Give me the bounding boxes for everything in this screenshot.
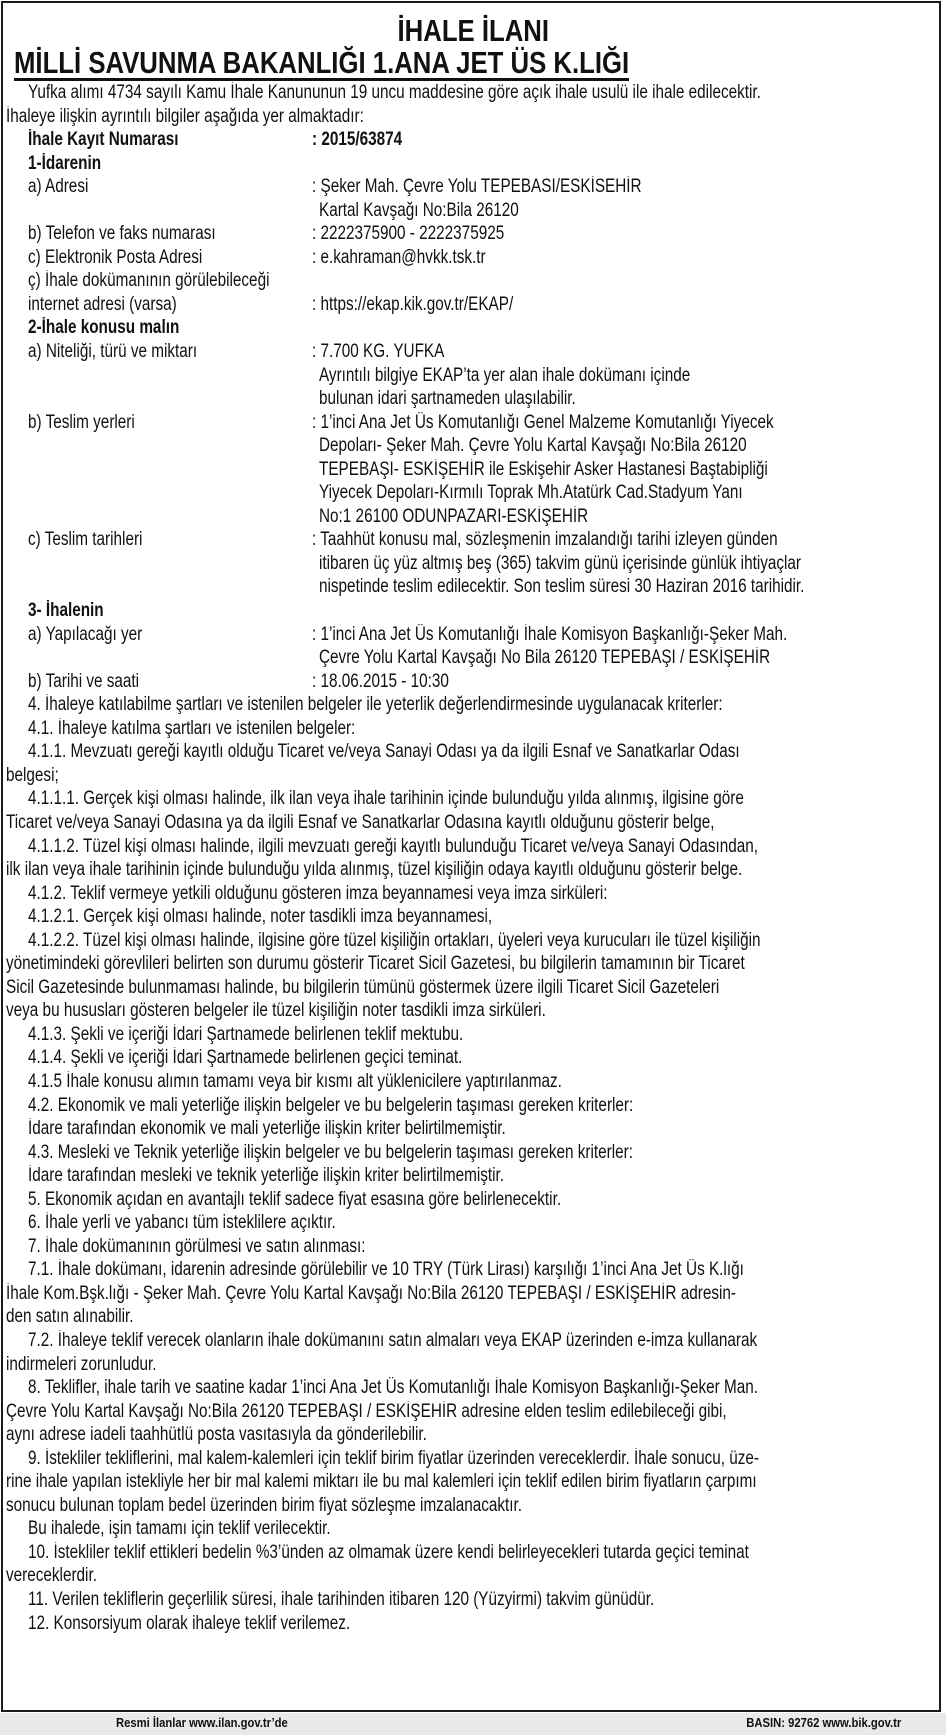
- text-line: : Şeker Mah. Çevre Yolu TEPEBASI/ESKİSEHİR: [312, 176, 642, 198]
- text-line: : 18.06.2015 - 10:30: [312, 670, 449, 692]
- text-line: 11. Verilen tekliflerin geçerlilik süresi, ihale tarihinden itibaren 120 (Yüzyirmi) takvim günüdür.: [28, 1589, 655, 1610]
- field-value: [312, 222, 551, 246]
- text-line: Çevre Yolu Kartal Kavşağı No Bila 26120 TEPEBAŞI / ESKİŞEHİR: [319, 647, 771, 669]
- field-value: [319, 552, 918, 576]
- text-line: bulunan idari şartnameden ulaşılabilir.: [319, 388, 576, 410]
- field-value: [319, 481, 845, 505]
- text-line: veya bu hususları gösteren belgeler ile tüzel kişiliğin noter tasdikli imza sirküleri.: [6, 1000, 546, 1022]
- condition-line: [6, 1517, 936, 1541]
- field-label: [28, 222, 261, 246]
- text-line: 4.1.4. Şekli ve içeriği İdari Şartnamede belirlenen geçici teminat.: [28, 1047, 463, 1069]
- text-line: : 2222375900 - 2222375925: [312, 223, 505, 245]
- konu-tarih-cont: [6, 552, 936, 576]
- field-value: [312, 293, 562, 317]
- condition-line: [6, 1564, 936, 1588]
- text-line: aynı adrese iadeli taahhütlü posta vasıtasıyla da gönderilebilir.: [6, 1424, 427, 1446]
- text-line: a) Adresi: [28, 176, 89, 198]
- field-value: [312, 128, 424, 152]
- condition-line: [6, 1423, 936, 1447]
- field-value: [319, 505, 653, 529]
- konu-yer-cont: [6, 505, 936, 529]
- condition-line: [6, 835, 936, 859]
- text-line: internet adresi (varsa): [28, 293, 177, 315]
- field-label: [28, 293, 213, 317]
- field-value: [319, 387, 638, 411]
- text-line: a) Niteliği, türü ve miktarı: [28, 341, 198, 363]
- text-line: İhaleye ilişkin ayrıntılı bilgiler aşağıda yer almaktadır:: [6, 105, 364, 127]
- condition-line: [6, 1541, 936, 1565]
- text-line: 4.1.2.2. Tüzel kişi olması halinde, ilgisine göre tüzel kişiliğin ortakları, üyeleri veya kurucuları ile tüzel kişiliğin: [28, 929, 761, 951]
- text-line: : 1’inci Ana Jet Üs Komutanlığı İhale Komisyon Başkanlığı-Şeker Mah.: [312, 623, 788, 645]
- text-line: nispetinde teslim edilecektir. Son teslim süresi 30 Haziran 2016 tarihidir.: [319, 576, 805, 598]
- konu-yer-row: [6, 411, 936, 435]
- section-heading-idare: [6, 152, 936, 176]
- condition-line: [6, 1376, 936, 1400]
- section-heading-ihale: [6, 599, 936, 623]
- email-link[interactable]: : e.kahraman@hvkk.tsk.tr: [312, 246, 486, 268]
- text-line: Çevre Yolu Kartal Kavşağı No:Bila 26120 TEPEBAŞI / ESKİŞEHİR adresine elden teslim edilebileceği gibi,: [6, 1400, 727, 1422]
- field-value: [319, 575, 922, 599]
- condition-line: [6, 1070, 936, 1094]
- condition-line: [6, 1164, 936, 1188]
- text-line: Sicil Gazetesinde bulunmaması halinde, bu bilgilerin tümünü göstermek üzere ilgili Ticaret Sicil Gazeteleri: [6, 976, 720, 998]
- notice-title-text: İHALE İLANI: [397, 13, 549, 48]
- condition-line: [6, 1494, 936, 1518]
- text-line: b) Telefon ve faks numarası: [28, 223, 216, 245]
- text-line: : 1’inci Ana Jet Üs Komutanlığı Genel Malzeme Komutanlığı Yiyecek: [312, 411, 774, 433]
- idare-adres-row-cont: [6, 199, 936, 223]
- condition-line: [6, 764, 936, 788]
- condition-line: [6, 811, 936, 835]
- condition-line: [6, 905, 936, 929]
- field-value: [312, 246, 528, 270]
- field-label: [28, 623, 170, 647]
- condition-line: [6, 1305, 936, 1329]
- condition-line: [6, 1141, 936, 1165]
- field-value: [319, 364, 780, 388]
- text-line: 4.1.1.1. Gerçek kişi olması halinde, ilk ilan veya ihale tarihinin içinde bulunduğu yılda alınmış, ilgisine göre: [28, 788, 744, 810]
- field-value: [319, 458, 877, 482]
- condition-line: [6, 1353, 936, 1377]
- field-value: [312, 670, 482, 694]
- text-line: 4.1.3. Şekli ve içeriği İdari Şartnamede belirlenen teklif mektubu.: [28, 1023, 464, 1045]
- konu-yer-cont: [6, 434, 936, 458]
- text-line: rine ihale yapılan istekliyle her bir mal kalemi miktarı ile bu mal kalemleri için teklif edilen birim fiyatların çarpımı: [6, 1471, 757, 1493]
- condition-line: [6, 1046, 936, 1070]
- intro-line: [6, 105, 936, 129]
- condition-line: [6, 693, 936, 717]
- field-label: [28, 152, 119, 176]
- condition-line: [6, 1329, 936, 1353]
- condition-line: [6, 787, 936, 811]
- footer-ilan-link[interactable]: Resmi İlanlar www.ilan.gov.tr’de: [116, 1716, 288, 1730]
- text-line: 6. İhale yerli ve yabancı tüm isteklilere açıktır.: [28, 1212, 336, 1234]
- field-value: [319, 434, 850, 458]
- text-line: sonucu bulunan toplam bedel üzerinden birim fiyat sözleşme imzalanacaktır.: [6, 1494, 523, 1516]
- konu-tarih-row: [6, 528, 936, 552]
- kayit-row: [6, 128, 936, 152]
- text-line: 12. Konsorsiyum olarak ihaleye teklif verilemez.: [28, 1612, 351, 1634]
- text-line: Yufka alımı 4734 sayılı Kamu İhale Kanununun 19 uncu maddesine göre açık ihale usulü ile ihale edilecektir.: [28, 82, 761, 103]
- condition-line: [6, 976, 936, 1000]
- field-value: [319, 199, 567, 223]
- text-line: yönetimindeki görevlileri belirten son durumu gösterir Ticaret Sicil Gazetesi, bu bilgilerin tamamının bir Ticaret: [6, 953, 745, 975]
- footer-basin-info: BASIN: 92762 www.bik.gov.tr: [745, 1716, 901, 1730]
- text-line: vereceklerdir.: [6, 1565, 97, 1587]
- text-line: İhale Kom.Bşk.lığı - Şeker Mah. Çevre Yolu Kartal Kavşağı No:Bila 26120 TEPEBAŞI / ESKİŞEHİR adresin-: [6, 1282, 736, 1304]
- field-value: [312, 340, 476, 364]
- notice-title: [0, 14, 946, 48]
- text-line: İdare tarafından ekonomik ve mali yeterliğe ilişkin kriter belirtilmemiştir.: [28, 1118, 506, 1140]
- text-line: indirmeleri zorunludur.: [6, 1353, 157, 1375]
- field-label: [28, 128, 215, 152]
- text-line: c) Teslim tarihleri: [28, 529, 143, 551]
- conditions-list: [6, 693, 936, 1635]
- field-value: [312, 411, 885, 435]
- text-line: 4.3. Mesleki ve Teknik yeterliğe ilişkin belgeler ve bu belgelerin taşıması gereken kriterler:: [28, 1141, 634, 1163]
- text-line: Ayrıntılı bilgiye EKAP’ta yer alan ihale dokümanı içinde: [319, 364, 691, 386]
- text-line: : 7.700 KG. YUFKA: [312, 341, 445, 363]
- condition-line: [6, 1117, 936, 1141]
- field-value: [312, 175, 721, 199]
- condition-line: [6, 1612, 936, 1636]
- text-line: Ticaret ve/veya Sanayi Odasına ya da ilgili Esnaf ve Sanatkarlar Odasına kayıtlı olduğunu gösterir belge,: [6, 811, 715, 833]
- ihale-yer-cont: [6, 646, 936, 670]
- text-line: TEPEBAŞI- ESKİŞEHİR ile Eskişehir Asker Hastanesi Baştabipliği: [319, 458, 768, 480]
- text-line: 4.1.2. Teklif vermeye yetkili olduğunu gösteren imza beyannamesi veya imza sirküleri:: [28, 882, 608, 904]
- condition-line: [6, 1023, 936, 1047]
- text-line: 4.1.2.1. Gerçek kişi olması halinde, noter tasdikli imza beyannamesi,: [28, 906, 493, 928]
- text-line: belgesi;: [6, 764, 59, 786]
- condition-line: [6, 740, 936, 764]
- text-line: 10. İstekliler teklif ettikleri bedelin %3’ünden az olmamak üzere kendi belirleyecekleri tutarda geçici teminat: [28, 1541, 749, 1563]
- field-label: [28, 246, 244, 270]
- condition-line: [6, 717, 936, 741]
- text-line: 4.1.1.2. Tüzel kişi olması halinde, ilgili mevzuatı gereği kayıtlı bulunduğu Ticaret ve/veya Sanayi Odasından,: [28, 835, 759, 857]
- ihale-tarih-row: [6, 670, 936, 694]
- text-line: 7.1. İhale dokümanı, idarenin adresinde görülebilir ve 10 TRY (Türk Lirası) karşılığı 1’inci Ana Jet Üs K.lığı: [28, 1259, 744, 1281]
- field-label: [28, 528, 170, 552]
- condition-line: [6, 1188, 936, 1212]
- text-line: Bu ihalede, işin tamamı için teklif verilecektir.: [28, 1518, 331, 1540]
- idare-eposta-row: [6, 246, 936, 270]
- field-value: [312, 528, 890, 552]
- footer-bar: [0, 1713, 946, 1735]
- konu-yer-cont: [6, 458, 936, 482]
- text-line: 3- İhalenin: [28, 600, 104, 622]
- idare-internet-label-row: [6, 269, 936, 293]
- text-line: 1-İdarenin: [28, 152, 102, 174]
- field-label: [28, 175, 103, 199]
- text-line: b) Tarihi ve saati: [28, 670, 140, 692]
- text-line: 4.1. İhaleye katılma şartları ve istenilen belgeler:: [28, 717, 356, 739]
- condition-line: [6, 1282, 936, 1306]
- section-heading-konu: [6, 316, 936, 340]
- text-line: 2-İhale konusu malın: [28, 317, 180, 339]
- konu-nitelik-cont: [6, 387, 936, 411]
- field-label: [28, 599, 122, 623]
- text-line: 8. Teklifler, ihale tarih ve saatine kadar 1’inci Ana Jet Üs Komutanlığı İhale Komisyon Başkanlığı-Şeker Man.: [28, 1377, 759, 1399]
- text-line: 9. İstekliler tekliflerini, mal kalem-kalemleri için teklif birim fiyatlar üzerinden vereceklerdir. İhale sonucu, üze-: [28, 1447, 760, 1469]
- text-line: 4.1.1. Mevzuatı gereği kayıtlı olduğu Ticaret ve/veya Sanayi Odası ya da ilgili Esnaf ve Sanatkarlar Odası: [28, 741, 740, 763]
- condition-line: [6, 882, 936, 906]
- idare-telefon-row: [6, 222, 936, 246]
- idare-adres-row: [6, 175, 936, 199]
- text-line: 4. İhaleye katılabilme şartları ve istenilen belgeler ile yeterlik değerlendirmesinde uygulanacak kriterler:: [28, 694, 723, 716]
- konu-nitelik-cont: [6, 364, 936, 388]
- condition-line: [6, 999, 936, 1023]
- notice-institution-text: MİLLİ SAVUNMA BAKANLIĞI 1.ANA JET ÜS K.LIĞI: [14, 45, 630, 80]
- konu-yer-cont: [6, 481, 936, 505]
- field-value: [312, 623, 902, 647]
- condition-line: [6, 1588, 936, 1612]
- text-line: ç) İhale dokümanının görülebileceği: [28, 270, 270, 292]
- condition-line: [6, 1235, 936, 1259]
- condition-line: [6, 1447, 936, 1471]
- text-line: İdare tarafından mesleki ve teknik yeterliğe ilişkin kriter belirtilmemiştir.: [28, 1165, 505, 1187]
- field-label: [28, 670, 166, 694]
- text-line: Depoları- Şeker Mah. Çevre Yolu Kartal Kavşağı No:Bila 26120: [319, 435, 747, 457]
- text-line: ilk ilan veya ihale tarihinin içinde bulunduğu yılda alınmış, tüzel kişiliğin odaya kayıtlı olduğunu gösterir belge.: [6, 859, 743, 881]
- field-value: [319, 646, 879, 670]
- kayit-label: İhale Kayıt Numarası: [28, 129, 179, 151]
- text-line: 4.2. Ekonomik ve mali yeterliğe ilişkin belgeler ve bu belgelerin taşıması gereken kriterler:: [28, 1094, 634, 1116]
- intro-line: [6, 81, 936, 105]
- field-label: [28, 340, 238, 364]
- condition-line: [6, 952, 936, 976]
- text-line: a) Yapılacağı yer: [28, 623, 143, 645]
- condition-line: [6, 1400, 936, 1424]
- condition-line: [6, 929, 936, 953]
- text-line: No:1 26100 ODUNPAZARI-ESKİŞEHİR: [319, 505, 589, 527]
- ekap-link[interactable]: : https://ekap.kik.gov.tr/EKAP/: [312, 293, 514, 315]
- condition-line: [6, 1094, 936, 1118]
- condition-line: [6, 858, 936, 882]
- condition-line: [6, 1211, 936, 1235]
- text-line: Yiyecek Depoları-Kırmılı Toprak Mh.Atatürk Cad.Stadyum Yanı: [319, 482, 743, 504]
- text-line: 7. İhale dokümanının görülmesi ve satın alınması:: [28, 1235, 366, 1257]
- konu-tarih-cont: [6, 575, 936, 599]
- notice-body: [6, 81, 936, 1635]
- condition-line: [6, 1258, 936, 1282]
- idare-internet-row: [6, 293, 936, 317]
- notice-institution: [14, 46, 946, 81]
- field-label: [28, 269, 328, 293]
- text-line: : Taahhüt konusu mal, sözleşmenin imzalandığı tarihi izleyen günden: [312, 529, 778, 551]
- konu-nitelik-row: [6, 340, 936, 364]
- text-line: Kartal Kavşağı No:Bila 26120: [319, 199, 519, 221]
- text-line: b) Teslim yerleri: [28, 411, 135, 433]
- kayit-value: : 2015/63874: [312, 129, 403, 151]
- text-line: c) Elektronik Posta Adresi: [28, 246, 203, 268]
- ihale-yer-row: [6, 623, 936, 647]
- field-label: [28, 411, 161, 435]
- text-line: itibaren üç yüz altmış beş (365) takvim günü içerisinde günlük ihtiyaçlar: [319, 552, 802, 574]
- text-line: 7.2. İhaleye teklif verecek olanların ihale dokümanını satın almaları veya EKAP üzerinden e-imza kullanarak: [28, 1329, 758, 1351]
- text-line: 4.1.5 İhale konusu alımın tamamı veya bir kısmı alt yüklenicilere yaptırılanmaz.: [28, 1070, 562, 1092]
- condition-line: [6, 1470, 936, 1494]
- field-label: [28, 316, 216, 340]
- text-line: den satın alınabilir.: [6, 1306, 134, 1328]
- text-line: 5. Ekonomik açıdan en avantajlı teklif sadece fiyat esasına göre belirlenecektir.: [28, 1188, 562, 1210]
